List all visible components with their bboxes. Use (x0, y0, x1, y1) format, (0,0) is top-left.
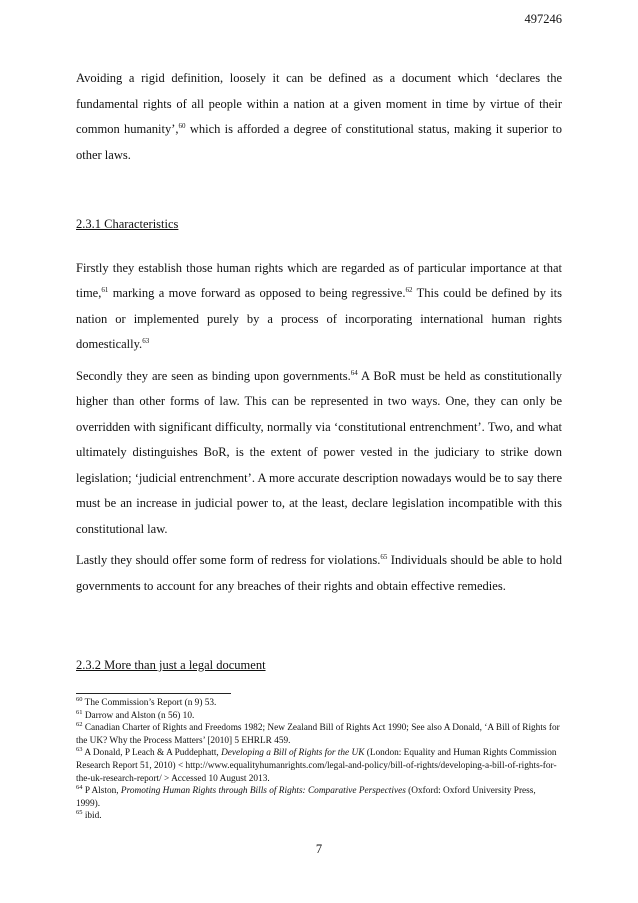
footnote-text: Canadian Charter of Rights and Freedoms 1982; New Zealand Bill of Rights Act 1990; See also A Donald, ‘A Bill of Rights for the UK? Why the Process Matters’ [2010] 5 EHRLR 459. (76, 723, 560, 746)
footnote-number: 64 (76, 784, 83, 792)
paragraph-text: This could be defined by its nation or implemented purely by a process of incorporating international human rights domestically. (76, 286, 562, 351)
paragraph-text: Firstly they establish those human rights which are regarded as of particular importance at that time, (76, 260, 562, 300)
footnote-text: The Commission’s Report (n 9) 53. (84, 698, 217, 708)
paragraph-text: marking a move forward as opposed to being regressive. (108, 286, 406, 300)
footnote-63 (76, 747, 562, 785)
main-body (76, 66, 562, 679)
footnote-ref: 60 (178, 121, 186, 130)
paragraph-secondly (76, 364, 562, 543)
paragraph-text: Avoiding a rigid definition, loosely it can be defined as a document which ‘declares the fundamental rights of all people within a nation at a given moment in time by virtue of their common humanity’, (76, 71, 562, 136)
footnote-62 (76, 722, 562, 747)
paragraph-text: which is afforded a degree of constitutional status, making it superior to other laws. (76, 122, 563, 162)
paragraph-lastly (76, 548, 562, 599)
paragraph-definition (76, 66, 562, 168)
footnote-60 (76, 697, 562, 710)
footnote-title: Developing a Bill of Rights for the UK (221, 748, 365, 759)
footnote-ref: 62 (405, 285, 413, 294)
footnote-64 (76, 785, 562, 810)
footnote-ref: 64 (350, 368, 358, 377)
footnote-text: P Alston, (84, 786, 121, 797)
footnote-text: Darrow and Alston (n 56) 10. (84, 710, 195, 721)
footnotes (76, 697, 562, 823)
footnote-text: (Oxford: Oxford University Press, 1999). (76, 786, 536, 809)
footnote-number: 60 (76, 695, 83, 703)
section-heading-more-than-legal: 2.3.2 More than just a legal document (76, 658, 266, 672)
footnote-text: ibid. (84, 811, 102, 822)
footnote-text: (London: Equality and Human Rights Commission Research Report 51, 2010) < http://www.equalityhumanrights.com/legal-and-policy/bill-of-rights/developing-a-bill-of-rights-for-the-uk-research-report/ > Accessed 10 August 2013. (76, 748, 557, 784)
footnote-separator (76, 693, 231, 694)
footnote-65 (76, 810, 562, 823)
footnote-title: Promoting Human Rights through Bills of Rights: Comparative Perspectives (120, 786, 406, 797)
footnote-number: 61 (76, 708, 83, 716)
footnote-61 (76, 710, 562, 723)
footnote-number: 65 (76, 809, 83, 817)
footnote-ref: 63 (142, 336, 150, 345)
paragraph-text: Individuals should be able to hold governments to account for any breaches of their rights and obtain effective remedies. (76, 553, 562, 593)
footnote-ref: 65 (380, 552, 388, 561)
footnote-ref: 61 (101, 285, 109, 294)
document-number: 497246 (524, 12, 562, 26)
paragraph-text: A BoR must be held as constitutionally higher than other forms of law. This can be represented in two ways. One, they can only be overridden with significant difficulty, normally via ‘constitutional entrenchment’. Two, and what ultimately distinguishes BoR, is the extent of power vested in the judiciary to strike down legislation; ‘judicial entrenchment’. A more accurate description nowadays would be to say there must be an increase in judicial power to, at the least, declare legislation incompatible with this constitutional law. (76, 368, 562, 536)
page-number: 7 (315, 842, 323, 856)
footnote-text: A Donald, P Leach & A Puddephatt, (84, 748, 222, 759)
paragraph-text: Lastly they should offer some form of redress for violations. (76, 553, 381, 567)
footnote-number: 62 (76, 721, 83, 729)
paragraph-text: Secondly they are seen as binding upon governments. (76, 368, 351, 383)
footnote-number: 63 (76, 746, 83, 754)
paragraph-firstly (76, 256, 562, 358)
section-heading-characteristics: 2.3.1 Characteristics (76, 217, 179, 231)
